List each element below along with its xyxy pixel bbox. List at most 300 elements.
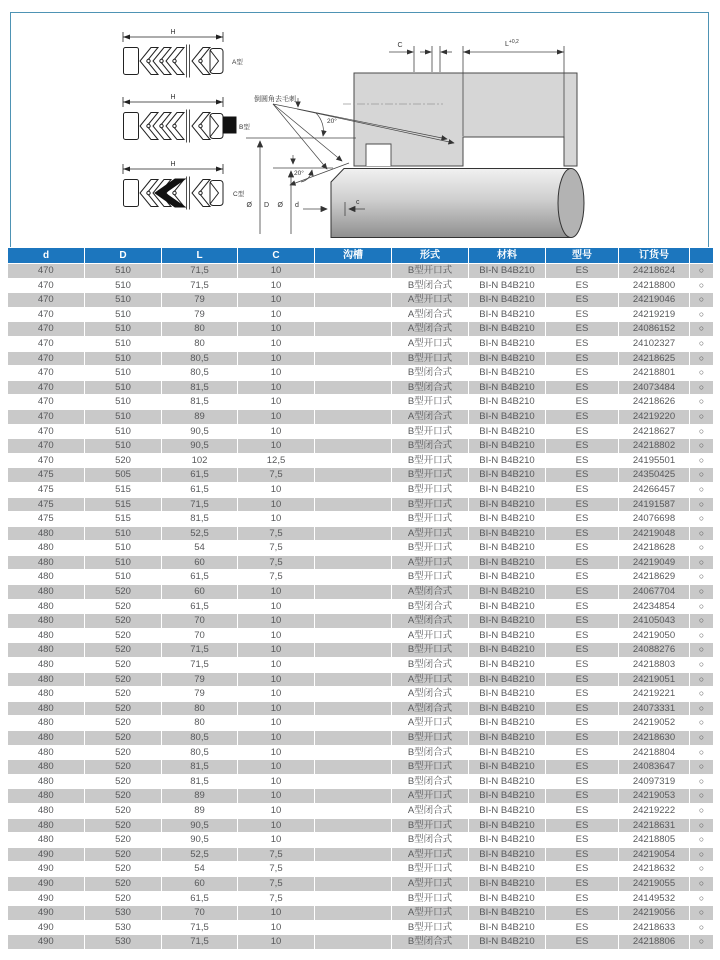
table-cell: 475 — [8, 482, 85, 497]
profile-b-label: B型 — [239, 124, 250, 131]
table-cell: BI-N B4B210 — [469, 716, 546, 731]
table-cell: 10 — [238, 614, 315, 629]
table-cell: A型闭合式 — [392, 409, 469, 424]
table-cell: 510 — [85, 541, 162, 556]
table-cell: 475 — [8, 512, 85, 527]
table-cell: 520 — [85, 599, 162, 614]
table-row — [8, 803, 714, 818]
availability-circle-icon: ○ — [690, 526, 714, 541]
chamfer-note: 倒圆角去毛刺 — [254, 96, 296, 103]
table-cell: B型开口式 — [392, 395, 469, 410]
table-cell: 520 — [85, 760, 162, 775]
table-cell: 520 — [85, 687, 162, 702]
table-cell: 480 — [8, 774, 85, 789]
table-row — [8, 599, 714, 614]
table-cell: 510 — [85, 555, 162, 570]
table-row — [8, 774, 714, 789]
table-cell: ES — [546, 920, 619, 935]
table-cell: ES — [546, 687, 619, 702]
table-cell: 470 — [8, 278, 85, 293]
table-cell: ES — [546, 818, 619, 833]
seal-profile-c — [123, 161, 245, 210]
column-header: 沟槽 — [315, 248, 392, 264]
table-cell: 24073331 — [619, 701, 690, 716]
table-cell: 520 — [85, 658, 162, 673]
table-cell: 80 — [162, 336, 238, 351]
table-cell: B型闭合式 — [392, 935, 469, 950]
table-cell: BI-N B4B210 — [469, 672, 546, 687]
table-cell: 10 — [238, 482, 315, 497]
table-cell: A型闭合式 — [392, 803, 469, 818]
table-cell: 81,5 — [162, 380, 238, 395]
table-cell: 71,5 — [162, 264, 238, 279]
table-cell: 89 — [162, 789, 238, 804]
table-cell — [315, 803, 392, 818]
table-cell: BI-N B4B210 — [469, 570, 546, 585]
table-cell: 24218804 — [619, 745, 690, 760]
table-cell: BI-N B4B210 — [469, 862, 546, 877]
table-cell: 7,5 — [238, 541, 315, 556]
table-row — [8, 424, 714, 439]
table-cell: ES — [546, 760, 619, 775]
table-cell: ES — [546, 876, 619, 891]
availability-circle-icon: ○ — [690, 774, 714, 789]
table-cell: 510 — [85, 395, 162, 410]
table-row — [8, 847, 714, 862]
column-header: D — [85, 248, 162, 264]
availability-circle-icon: ○ — [690, 307, 714, 322]
table-cell: 10 — [238, 716, 315, 731]
table-row — [8, 482, 714, 497]
table-cell: BI-N B4B210 — [469, 876, 546, 891]
table-cell: 24218631 — [619, 818, 690, 833]
table-cell — [315, 599, 392, 614]
table-row — [8, 307, 714, 322]
table-cell: 515 — [85, 482, 162, 497]
table-cell — [315, 468, 392, 483]
table-cell: A型开口式 — [392, 672, 469, 687]
table-cell: ES — [546, 774, 619, 789]
table-cell: 89 — [162, 803, 238, 818]
dim-c-shaft-label: c — [356, 199, 360, 206]
availability-circle-icon: ○ — [690, 512, 714, 527]
table-cell: 515 — [85, 512, 162, 527]
table-cell: B型开口式 — [392, 482, 469, 497]
availability-circle-icon: ○ — [690, 482, 714, 497]
table-cell: A型闭合式 — [392, 614, 469, 629]
table-cell: 10 — [238, 658, 315, 673]
table-cell — [315, 876, 392, 891]
table-cell: 510 — [85, 570, 162, 585]
table-cell: ES — [546, 891, 619, 906]
table-cell: B型闭合式 — [392, 278, 469, 293]
table-cell: 520 — [85, 628, 162, 643]
availability-circle-icon: ○ — [690, 497, 714, 512]
availability-circle-icon: ○ — [690, 891, 714, 906]
table-cell: BI-N B4B210 — [469, 512, 546, 527]
table-cell: 480 — [8, 833, 85, 848]
availability-circle-icon: ○ — [690, 424, 714, 439]
availability-circle-icon: ○ — [690, 570, 714, 585]
table-cell — [315, 541, 392, 556]
availability-circle-icon: ○ — [690, 380, 714, 395]
table-cell: 510 — [85, 366, 162, 381]
table-cell: 24218628 — [619, 541, 690, 556]
table-cell: 10 — [238, 599, 315, 614]
availability-circle-icon: ○ — [690, 658, 714, 673]
table-cell: B型开口式 — [392, 731, 469, 746]
table-cell: BI-N B4B210 — [469, 585, 546, 600]
table-cell: B型开口式 — [392, 818, 469, 833]
table-cell — [315, 643, 392, 658]
table-row — [8, 541, 714, 556]
table-cell: 10 — [238, 906, 315, 921]
table-cell: 10 — [238, 497, 315, 512]
table-cell: 470 — [8, 336, 85, 351]
table-cell: 7,5 — [238, 468, 315, 483]
table-cell: 510 — [85, 526, 162, 541]
table-cell: ES — [546, 351, 619, 366]
table-cell: A型闭合式 — [392, 307, 469, 322]
table-cell — [315, 585, 392, 600]
table-cell: 10 — [238, 585, 315, 600]
table-cell: 10 — [238, 322, 315, 337]
table-cell: BI-N B4B210 — [469, 599, 546, 614]
technical-drawing-panel — [10, 12, 709, 247]
table-cell: 470 — [8, 351, 85, 366]
table-row — [8, 512, 714, 527]
table-row — [8, 701, 714, 716]
table-cell: A型闭合式 — [392, 701, 469, 716]
table-cell: 520 — [85, 803, 162, 818]
table-cell: 470 — [8, 380, 85, 395]
table-cell: 10 — [238, 278, 315, 293]
table-cell: 510 — [85, 322, 162, 337]
table-cell — [315, 789, 392, 804]
table-row — [8, 920, 714, 935]
table-cell: B型开口式 — [392, 760, 469, 775]
shaft — [331, 169, 571, 238]
availability-circle-icon: ○ — [690, 409, 714, 424]
table-cell: 71,5 — [162, 643, 238, 658]
table-cell: 470 — [8, 366, 85, 381]
table-cell: 7,5 — [238, 570, 315, 585]
table-cell: 520 — [85, 862, 162, 877]
table-cell: 24149532 — [619, 891, 690, 906]
table-cell: BI-N B4B210 — [469, 731, 546, 746]
availability-circle-icon: ○ — [690, 366, 714, 381]
table-cell — [315, 409, 392, 424]
table-cell: A型闭合式 — [392, 322, 469, 337]
table-cell: B型开口式 — [392, 351, 469, 366]
product-table — [7, 247, 714, 950]
table-cell: 10 — [238, 701, 315, 716]
table-row — [8, 716, 714, 731]
table-cell: 61,5 — [162, 468, 238, 483]
table-cell: 10 — [238, 409, 315, 424]
table-cell: BI-N B4B210 — [469, 935, 546, 950]
table-cell — [315, 745, 392, 760]
table-cell: 89 — [162, 409, 238, 424]
table-cell: 470 — [8, 409, 85, 424]
table-cell: B型闭合式 — [392, 380, 469, 395]
table-cell: 480 — [8, 658, 85, 673]
table-cell: 470 — [8, 307, 85, 322]
table-cell: BI-N B4B210 — [469, 366, 546, 381]
table-cell: BI-N B4B210 — [469, 760, 546, 775]
dim-c-top-label: C — [397, 42, 403, 49]
table-cell — [315, 731, 392, 746]
table-cell: BI-N B4B210 — [469, 906, 546, 921]
table-cell: 12,5 — [238, 453, 315, 468]
table-cell: 10 — [238, 366, 315, 381]
table-row — [8, 322, 714, 337]
table-cell: 24219052 — [619, 716, 690, 731]
table-cell: 490 — [8, 847, 85, 862]
table-cell: 24350425 — [619, 468, 690, 483]
table-cell: 510 — [85, 336, 162, 351]
table-cell: 490 — [8, 920, 85, 935]
table-cell: 10 — [238, 803, 315, 818]
table-cell: 480 — [8, 687, 85, 702]
table-row — [8, 264, 714, 279]
table-cell: BI-N B4B210 — [469, 351, 546, 366]
table-cell: BI-N B4B210 — [469, 395, 546, 410]
table-cell: 10 — [238, 628, 315, 643]
seal-profile-a — [123, 29, 243, 78]
table-cell: 24218802 — [619, 439, 690, 454]
table-cell: BI-N B4B210 — [469, 439, 546, 454]
table-cell: 81,5 — [162, 774, 238, 789]
table-cell: 475 — [8, 468, 85, 483]
profile-a-label: A型 — [232, 59, 243, 66]
table-row — [8, 935, 714, 950]
table-cell: ES — [546, 366, 619, 381]
table-cell: 520 — [85, 847, 162, 862]
dim-l-label: $L^{+0,2}$ — [505, 39, 519, 48]
table-cell: 90,5 — [162, 818, 238, 833]
table-cell — [315, 453, 392, 468]
availability-circle-icon: ○ — [690, 803, 714, 818]
table-cell: 70 — [162, 906, 238, 921]
availability-circle-icon: ○ — [690, 293, 714, 308]
seal-technical-drawing — [11, 13, 708, 246]
availability-circle-icon: ○ — [690, 833, 714, 848]
table-row — [8, 453, 714, 468]
table-cell: 71,5 — [162, 497, 238, 512]
table-cell: ES — [546, 395, 619, 410]
table-cell: 71,5 — [162, 658, 238, 673]
table-row — [8, 526, 714, 541]
table-cell: BI-N B4B210 — [469, 789, 546, 804]
table-cell: 60 — [162, 555, 238, 570]
table-cell — [315, 380, 392, 395]
table-cell: ES — [546, 570, 619, 585]
table-cell: BI-N B4B210 — [469, 818, 546, 833]
table-cell: ES — [546, 935, 619, 950]
table-cell: 102 — [162, 453, 238, 468]
table-cell: 24191587 — [619, 497, 690, 512]
table-cell: 530 — [85, 935, 162, 950]
table-cell: 520 — [85, 614, 162, 629]
availability-circle-icon: ○ — [690, 701, 714, 716]
table-cell: 520 — [85, 453, 162, 468]
table-cell: ES — [546, 264, 619, 279]
table-cell: ES — [546, 789, 619, 804]
table-cell: 10 — [238, 672, 315, 687]
availability-circle-icon: ○ — [690, 395, 714, 410]
table-cell: 24218630 — [619, 731, 690, 746]
table-row — [8, 293, 714, 308]
table-cell — [315, 891, 392, 906]
table-cell: 52,5 — [162, 526, 238, 541]
table-cell: 480 — [8, 745, 85, 760]
table-cell: 7,5 — [238, 555, 315, 570]
table-cell: 24219048 — [619, 526, 690, 541]
profile-c-label: C型 — [233, 191, 245, 198]
table-cell: B型闭合式 — [392, 439, 469, 454]
table-cell: BI-N B4B210 — [469, 380, 546, 395]
table-cell: 510 — [85, 424, 162, 439]
dia-inner-letter: d — [295, 202, 299, 209]
table-cell: 61,5 — [162, 891, 238, 906]
table-cell: ES — [546, 833, 619, 848]
table-cell: BI-N B4B210 — [469, 701, 546, 716]
table-cell: 480 — [8, 818, 85, 833]
table-cell: 10 — [238, 920, 315, 935]
table-row — [8, 409, 714, 424]
availability-circle-icon: ○ — [690, 716, 714, 731]
table-cell — [315, 264, 392, 279]
table-cell: A型闭合式 — [392, 687, 469, 702]
table-row — [8, 351, 714, 366]
availability-circle-icon: ○ — [690, 278, 714, 293]
table-cell: ES — [546, 497, 619, 512]
table-cell: 520 — [85, 672, 162, 687]
table-cell — [315, 482, 392, 497]
table-cell — [315, 701, 392, 716]
table-row — [8, 336, 714, 351]
table-cell: 520 — [85, 876, 162, 891]
table-cell: 490 — [8, 906, 85, 921]
table-cell: BI-N B4B210 — [469, 409, 546, 424]
column-header: 材料 — [469, 248, 546, 264]
availability-circle-icon: ○ — [690, 920, 714, 935]
table-cell: 470 — [8, 424, 85, 439]
table-cell: 24218803 — [619, 658, 690, 673]
column-header: d — [8, 248, 85, 264]
table-cell: 520 — [85, 701, 162, 716]
table-cell: A型开口式 — [392, 876, 469, 891]
table-cell: 79 — [162, 687, 238, 702]
availability-circle-icon: ○ — [690, 731, 714, 746]
table-cell: ES — [546, 322, 619, 337]
table-row — [8, 468, 714, 483]
table-cell: B型开口式 — [392, 643, 469, 658]
table-cell: A型开口式 — [392, 906, 469, 921]
table-cell: 10 — [238, 380, 315, 395]
table-cell: 10 — [238, 789, 315, 804]
availability-circle-icon: ○ — [690, 643, 714, 658]
table-cell: 480 — [8, 570, 85, 585]
table-cell: 61,5 — [162, 482, 238, 497]
availability-circle-icon: ○ — [690, 687, 714, 702]
table-cell: 10 — [238, 439, 315, 454]
table-row — [8, 789, 714, 804]
table-cell: 10 — [238, 818, 315, 833]
table-row — [8, 643, 714, 658]
availability-circle-icon: ○ — [690, 264, 714, 279]
table-cell: 10 — [238, 833, 315, 848]
table-cell: B型开口式 — [392, 424, 469, 439]
table-cell: 24219049 — [619, 555, 690, 570]
table-cell: BI-N B4B210 — [469, 891, 546, 906]
table-cell: A型开口式 — [392, 716, 469, 731]
table-cell — [315, 716, 392, 731]
table-cell: BI-N B4B210 — [469, 453, 546, 468]
table-cell: 24218626 — [619, 395, 690, 410]
table-cell — [315, 570, 392, 585]
table-cell: 24219051 — [619, 672, 690, 687]
availability-circle-icon: ○ — [690, 468, 714, 483]
table-cell: 510 — [85, 380, 162, 395]
table-cell: 530 — [85, 920, 162, 935]
table-cell: BI-N B4B210 — [469, 614, 546, 629]
table-cell: B型开口式 — [392, 862, 469, 877]
table-cell: 505 — [85, 468, 162, 483]
availability-circle-icon: ○ — [690, 599, 714, 614]
table-cell: 470 — [8, 395, 85, 410]
table-cell: 10 — [238, 293, 315, 308]
table-cell: 10 — [238, 760, 315, 775]
table-cell — [315, 920, 392, 935]
table-cell: BI-N B4B210 — [469, 336, 546, 351]
table-cell: B型开口式 — [392, 512, 469, 527]
table-cell: 7,5 — [238, 847, 315, 862]
table-header — [8, 248, 714, 264]
table-cell: 480 — [8, 789, 85, 804]
table-cell: 81,5 — [162, 512, 238, 527]
table-cell: 10 — [238, 395, 315, 410]
table-cell — [315, 439, 392, 454]
table-cell: 80 — [162, 701, 238, 716]
table-cell: ES — [546, 409, 619, 424]
table-cell: 10 — [238, 774, 315, 789]
table-cell: 520 — [85, 716, 162, 731]
table-cell: 520 — [85, 731, 162, 746]
table-cell: ES — [546, 278, 619, 293]
installation-section — [246, 39, 584, 238]
table-cell: ES — [546, 293, 619, 308]
table-cell: ES — [546, 731, 619, 746]
table-cell: BI-N B4B210 — [469, 526, 546, 541]
table-cell: 80,5 — [162, 366, 238, 381]
table-row — [8, 439, 714, 454]
table-cell: 510 — [85, 439, 162, 454]
table-cell: ES — [546, 847, 619, 862]
availability-circle-icon: ○ — [690, 745, 714, 760]
table-cell: 470 — [8, 264, 85, 279]
product-table-container — [7, 247, 713, 950]
table-cell: 24097319 — [619, 774, 690, 789]
table-cell: 24219055 — [619, 876, 690, 891]
table-cell: ES — [546, 716, 619, 731]
table-cell: 10 — [238, 336, 315, 351]
table-cell: 24266457 — [619, 482, 690, 497]
table-cell: BI-N B4B210 — [469, 803, 546, 818]
table-cell: ES — [546, 541, 619, 556]
table-cell: B型开口式 — [392, 570, 469, 585]
